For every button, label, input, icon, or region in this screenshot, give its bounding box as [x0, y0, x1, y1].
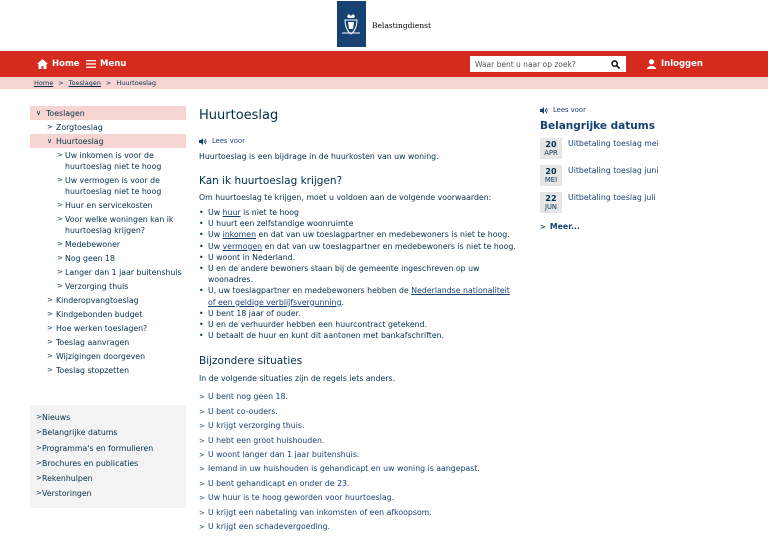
sidebar-item-kindgebonden-budget[interactable] [30, 307, 186, 321]
sidebar-item-hoe-werken-toeslagen[interactable] [30, 321, 186, 335]
sidebar-item-label: Kindgebonden budget [56, 309, 143, 319]
sidebar-item-label: Toeslag aanvragen [56, 337, 130, 347]
nav-home-link[interactable] [37, 51, 80, 77]
sidebar-item-toeslag-aanvragen[interactable] [30, 335, 186, 349]
sidebar-item-label: Zorgtoeslag [56, 122, 103, 132]
list-item [199, 207, 519, 218]
menu-icon [86, 60, 96, 68]
date-month: JUN [544, 203, 558, 211]
home-icon [37, 59, 48, 69]
sidebar-item-label: Toeslagen [46, 108, 85, 118]
sidebar-item-label: Wijzigingen doorgeven [56, 351, 146, 361]
sidebar-item-label: Toeslag stopzetten [56, 365, 130, 375]
more-dates-label: Meer... [549, 222, 580, 231]
read-aloud-label: Lees voor [212, 137, 245, 145]
special-link-label: U bent gehandicapt en onder de 23. [208, 478, 350, 488]
login-link[interactable] [647, 51, 703, 77]
date-text: Uitbetaling toeslag mei [568, 139, 659, 148]
special-link[interactable] [199, 520, 519, 534]
sidebar-item-label: Verzorging thuis [65, 281, 129, 291]
special-link[interactable] [199, 448, 519, 462]
chevron-right-icon: > [57, 215, 63, 223]
search-box [470, 56, 626, 72]
chevron-right-icon: > [36, 443, 42, 452]
chevron-right-icon: > [199, 465, 205, 474]
chevron-down-icon: ∨ [36, 109, 42, 117]
special-link[interactable] [199, 462, 519, 476]
section-heading-eligibility: Kan ik huurtoeslag krijgen? [199, 175, 343, 187]
list-item [199, 285, 519, 307]
quicklink-label: Brochures en publicaties [42, 458, 139, 468]
sidebar-item-huurtoeslag[interactable] [30, 134, 186, 148]
condition-text: Uw [208, 230, 223, 240]
quicklink-rekenhulpen[interactable] [30, 471, 186, 486]
brand-logo[interactable] [337, 0, 431, 51]
list-item [199, 241, 519, 252]
section-heading-special: Bijzondere situaties [199, 355, 303, 368]
special-link[interactable] [199, 506, 519, 520]
sidebar-item-label: Hoe werken toeslagen? [56, 323, 148, 333]
chevron-right-icon: > [57, 151, 63, 159]
date-entry[interactable] [540, 138, 700, 159]
date-text: Uitbetaling toeslag juli [568, 193, 656, 202]
chevron-right-icon: > [199, 407, 205, 416]
sidebar-item-label: Uw inkomen is voor de huurtoeslag niet te hoog [65, 150, 162, 171]
condition-text: Uw [208, 241, 223, 251]
quicklink-verstoringen[interactable] [30, 486, 186, 501]
important-dates-panel [540, 106, 700, 231]
chevron-right-icon: > [199, 523, 205, 532]
sidebar-item-toeslag-stopzetten[interactable] [30, 363, 186, 377]
special-link-label: U bent nog geen 18. [208, 392, 288, 402]
sidebar-item-nog-geen-18[interactable] [30, 251, 186, 265]
quicklink-label: Programma's en formulieren [42, 443, 154, 453]
special-link[interactable] [199, 434, 519, 448]
chevron-right-icon: > [540, 223, 546, 231]
chevron-right-icon: > [57, 201, 63, 209]
special-situations-list [199, 390, 519, 534]
chevron-right-icon: > [36, 413, 42, 421]
sidebar-item-zorgtoeslag[interactable] [30, 120, 186, 134]
quicklink-programmas[interactable] [30, 441, 186, 456]
special-link[interactable] [199, 477, 519, 491]
breadcrumb-home[interactable]: Home [34, 79, 54, 87]
read-aloud-button[interactable] [199, 137, 519, 145]
list-item: • U en de andere bewoners staan bij de gemeente ingeschreven op uw woonadres. [199, 263, 519, 285]
search-input[interactable] [470, 56, 606, 72]
sidebar-item-label: Voor welke woningen kan ik huurtoeslag krijgen? [65, 214, 174, 235]
chevron-down-icon: ∨ [47, 137, 53, 145]
list-item: • U betaalt de huur en kunt dit aantonen met bankafschriften. [199, 330, 519, 341]
sidebar-item-kinderopvangtoeslag[interactable] [30, 293, 186, 307]
date-entry[interactable] [540, 192, 700, 213]
list-item: • U huurt een zelfstandige woonruimte [199, 218, 519, 229]
nav-menu-button[interactable] [86, 51, 126, 77]
user-icon [647, 59, 656, 69]
eligibility-intro: Om huurtoeslag te krijgen, moet u voldoen aan de volgende voorwaarden: [199, 193, 492, 202]
date-badge [540, 165, 562, 186]
chevron-right-icon: > [105, 79, 112, 87]
sidebar-item-wijzigingen-doorgeven[interactable] [30, 349, 186, 363]
date-badge [540, 138, 562, 159]
special-link-label: U krijgt een schadevergoeding. [208, 522, 331, 532]
breadcrumb-current: Huurtoeslag [116, 79, 157, 87]
sidebar-item-toeslagen[interactable] [30, 106, 186, 120]
sidebar-item-woningen[interactable] [30, 212, 186, 237]
date-entry[interactable] [540, 165, 700, 186]
quicklink-nieuws[interactable] [30, 410, 186, 425]
chevron-right-icon: > [57, 176, 63, 184]
chevron-right-icon: > [199, 393, 205, 402]
condition-text: . [341, 297, 344, 307]
nav-menu-label: Menu [100, 59, 127, 69]
date-day: 22 [545, 194, 557, 203]
condition-text: U, uw toeslagpartner en medebewoners hebben de [208, 286, 412, 296]
main-content [199, 108, 519, 535]
chevron-right-icon: > [57, 254, 63, 262]
quicklink-label: Verstoringen [42, 489, 92, 499]
brand-name: Belastingdienst [371, 21, 432, 30]
sidebar-item-label: Uw vermogen is voor de huurtoeslag niet te hoog [65, 175, 162, 196]
sidebar-item-inkomen[interactable] [30, 148, 186, 173]
sidebar-item-label: Huurtoeslag [56, 136, 104, 146]
chevron-right-icon: > [47, 338, 53, 346]
dates-title: Belangrijke datums [540, 120, 655, 132]
special-link[interactable] [199, 390, 519, 404]
more-dates-link[interactable] [540, 222, 700, 231]
chevron-right-icon: > [36, 489, 42, 498]
read-aloud-label: Lees voor [553, 106, 586, 114]
condition-text: en dat van uw toeslagpartner en medebewoners is niet te hoog. [256, 230, 510, 240]
sidebar-quicklinks [30, 405, 186, 508]
chevron-right-icon: > [47, 324, 53, 332]
chevron-right-icon: > [36, 474, 42, 483]
date-day: 20 [545, 140, 557, 149]
breadcrumb [0, 77, 768, 89]
chevron-right-icon: > [47, 296, 53, 304]
special-link-label: U hebt een groot huishouden. [208, 435, 325, 445]
page-title: Huurtoeslag [199, 108, 279, 123]
special-link[interactable] [199, 491, 519, 505]
special-link-label: U krijgt verzorging thuis. [208, 421, 305, 431]
login-label: Inloggen [661, 59, 703, 69]
breadcrumb-toeslagen[interactable]: Toeslagen [68, 79, 101, 87]
sidebar-item-label: Kinderopvangtoeslag [56, 295, 139, 305]
chevron-right-icon: > [36, 428, 42, 437]
link-vermogen[interactable]: vermogen [222, 241, 263, 251]
chevron-right-icon: > [57, 282, 63, 290]
top-header [0, 0, 768, 51]
date-badge [540, 192, 562, 213]
sidebar-item-label: Langer dan 1 jaar buitenshuis [65, 267, 182, 277]
special-intro: In de volgende situaties zijn de regels iets anders. [199, 374, 396, 384]
crown-lion-emblem-icon [337, 1, 366, 47]
quicklink-label: Rekenhulpen [42, 474, 93, 484]
sidebar-item-medebewoner[interactable] [30, 237, 186, 251]
intro-text: Huurtoeslag is een bijdrage in de huurkosten van uw woning. [199, 152, 439, 161]
sidebar-item-huur-servicekosten[interactable] [30, 198, 186, 212]
chevron-right-icon: > [199, 422, 205, 431]
sidebar-item-vermogen[interactable] [30, 173, 186, 198]
chevron-right-icon: > [199, 479, 205, 488]
special-link-label: Iemand in uw huishouden is gehandicapt en uw woning is aangepast. [208, 464, 480, 474]
list-item: • U bent 18 jaar of ouder. [199, 308, 519, 319]
special-link-label: U woont langer dan 1 jaar buitenshuis. [208, 450, 360, 460]
date-month: MEI [544, 176, 558, 184]
list-item: • U en de verhuurder hebben een huurcontract getekend. [199, 319, 519, 330]
sidebar-item-label: Huur en servicekosten [65, 200, 153, 210]
chevron-right-icon: > [36, 458, 42, 467]
sidebar-item-verzorging-thuis[interactable] [30, 279, 186, 293]
quicklink-belangrijke-datums[interactable] [30, 425, 186, 440]
chevron-right-icon: > [47, 310, 53, 318]
chevron-right-icon: > [47, 366, 53, 374]
chevron-right-icon: > [57, 240, 63, 248]
link-huur[interactable]: huur [222, 208, 241, 217]
chevron-right-icon: > [199, 508, 205, 517]
main-navbar [0, 51, 768, 77]
date-day: 20 [545, 167, 557, 176]
quicklink-brochures[interactable] [30, 456, 186, 471]
chevron-right-icon: > [199, 451, 205, 460]
chevron-right-icon: > [57, 268, 63, 276]
date-text: Uitbetaling toeslag juni [568, 166, 659, 175]
chevron-right-icon: > [58, 79, 64, 87]
special-link[interactable] [199, 405, 519, 419]
date-month: APR [544, 149, 558, 157]
condition-text: is niet te hoog [240, 208, 299, 217]
chevron-right-icon: > [199, 494, 205, 503]
sidebar-item-label: Medebewoner [65, 239, 121, 249]
chevron-right-icon: > [47, 352, 53, 360]
search-icon [611, 60, 620, 69]
sidebar-item-label: Nog geen 18 [65, 253, 115, 263]
quicklink-label: Nieuws [42, 413, 71, 422]
special-link-label: U krijgt een nabetaling van inkomsten of een afkoopsom. [208, 507, 432, 517]
chevron-right-icon: > [199, 436, 205, 445]
search-button[interactable] [606, 56, 624, 72]
link-inkomen[interactable]: inkomen [222, 230, 257, 240]
special-link[interactable] [199, 419, 519, 433]
speaker-icon [199, 138, 207, 145]
speaker-icon [540, 107, 548, 114]
sidebar-nav [30, 106, 186, 377]
link-nationaliteit[interactable]: Nederlandse nationaliteit of een geldige verblijfsvergunning [208, 286, 510, 307]
chevron-right-icon: > [47, 123, 53, 131]
special-link-label: Uw huur is te hoog geworden voor huurtoeslag. [208, 493, 395, 503]
condition-text: Uw [208, 208, 223, 217]
list-item [199, 229, 519, 240]
nav-home-label: Home [52, 59, 80, 69]
special-link-label: U bent co-ouders. [208, 406, 278, 416]
quicklink-label: Belangrijke datums [42, 428, 118, 438]
list-item: • U woont in Nederland. [199, 252, 519, 263]
condition-text: en dat van uw toeslagpartner en medebewoners is niet te hoog. [262, 241, 516, 251]
sidebar-item-buitenshuis[interactable] [30, 265, 186, 279]
conditions-list [199, 207, 519, 341]
read-aloud-button-right[interactable] [540, 106, 700, 114]
